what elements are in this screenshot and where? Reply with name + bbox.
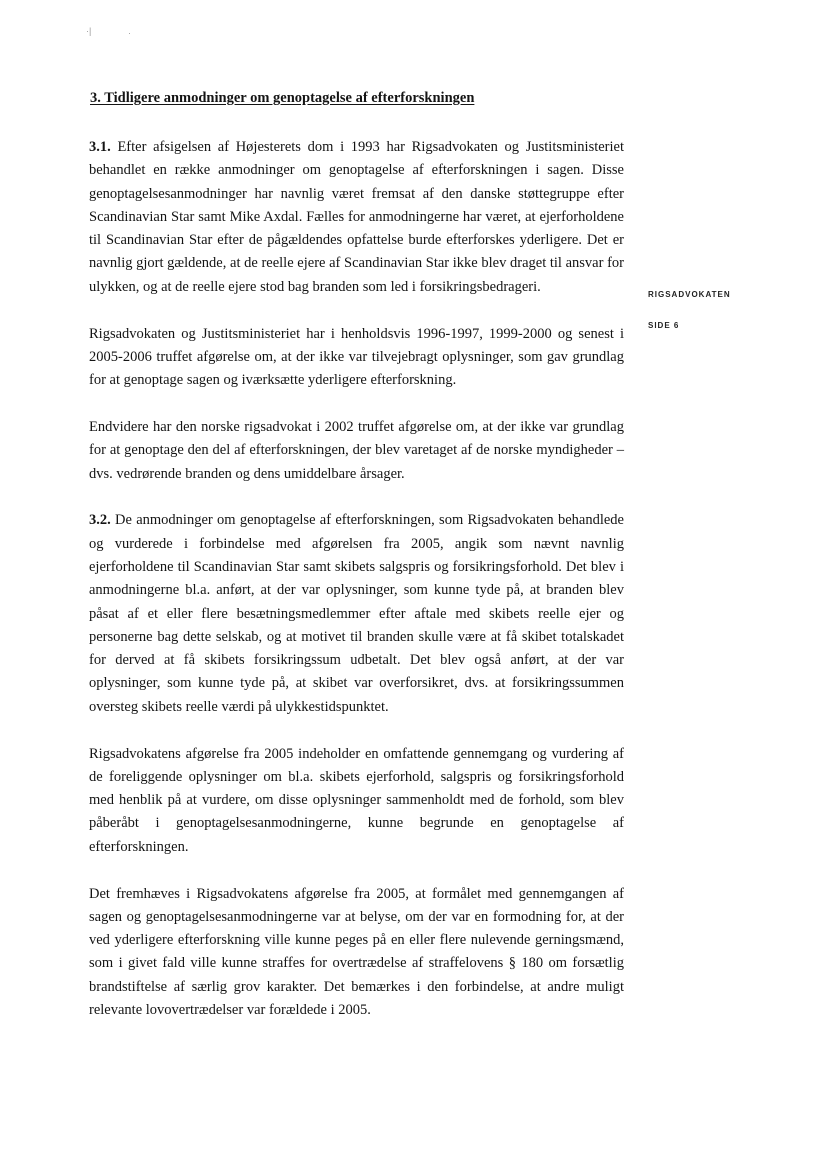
paragraph-number: 3.2. (89, 512, 111, 529)
paragraph-text: Rigsadvokaten og Justitsministeriet har i henholdsvis 1996-1997, 1999-2000 og senest i 2005-2006 truffet afgørelse om, at der ikke var tilvejebragt oplysninger, som gav grundlag for at genoptage sagen og iværksætte yderligere efterforskning. (89, 325, 624, 389)
paragraph (89, 509, 624, 719)
page-number: SIDE 6 (648, 321, 680, 330)
paragraph-text: Endvidere har den norske rigsadvokat i 2002 truffet afgørelse om, at der ikke var grundlag for at genoptage den del af efterforskningen, der blev varetaget af de norske myndigheder – dvs. vedrørende branden og dens umiddelbare årsager. (89, 418, 624, 482)
body-text (89, 136, 624, 1046)
paragraph-text: Rigsadvokatens afgørelse fra 2005 indeholder en omfattende gennemgang og vurdering af de foreliggende oplysninger om bl.a. skibets ejerforhold, salgspris og forsikringsforhold med henblik på at vurdere, om disse oplysninger sammenholdt med de forhold, som blev påberåbt i genoptagelsesanmodningerne, kunne begrunde en genoptagelse af efterforskningen. (89, 745, 624, 855)
section-heading: 3. Tidligere anmodninger om genoptagelse af efterforskningen (90, 90, 475, 106)
scan-mark: ·| (86, 26, 92, 36)
paragraph (89, 743, 624, 859)
scan-mark: · (128, 28, 131, 38)
paragraph-text: Efter afsigelsen af Højesterets dom i 1993 har Rigsadvokaten og Justitsministeriet behandlet en række anmodninger om genoptagelse af efterforskningen i sagen. Disse genoptagelsesanmodninger har navnlig været fremsat af den danske støttegruppe efter Scandinavian Star samt Mike Axdal. Fælles for anmodningerne har været, at ejerforholdene til Scandinavian Star efter de pågældendes opfattelse burde efterforskes yderligere. Det er navnlig gjort gældende, at de reelle ejere af Scandinavian Star ikke blev draget til ansvar for ulykken, og at de reelle ejere stod bag branden som led i forsikringsbedrageri. (89, 139, 624, 295)
paragraph-text: Det fremhæves i Rigsadvokatens afgørelse fra 2005, at formålet med gennemgangen af sagen og genoptagelsesanmodningerne var at belyse, om der var en formodning for, at der ved yderligere efterforskning ville kunne peges på en eller flere nulevende gerningsmænd, som i givet fald ville kunne straffes for overtrædelse af straffelovens § 180 om forsætlig brandstiftelse af særlig grov karakter. Det bemærkes i den forbindelse, at andre muligt relevante lovovertrædelser var forældede i 2005. (89, 885, 624, 1018)
paragraph-text: De anmodninger om genoptagelse af efterforskningen, som Rigsadvokaten behandlede og vurderede i forbindelse med afgørelsen fra 2005, angik som nævnt navnlig ejerforholdene til Scandinavian Star samt skibets salgspris og forsikringsforhold. Det blev i anmodningerne bl.a. anført, at der var oplysninger, som kunne tyde på, at branden blev påsat af et eller flere besætningsmedlemmer efter aftale med skibets reelle ejer og personerne bag dette selskab, og at motivet til branden skulle være at få skibet totalskadet for derved at få skibets forsikringssum udbetalt. Det blev også anført, at der var oplysninger, som kunne tyde på, at skibet var overforsikret, dvs. at forsikringssummen oversteg skibets reelle værdi på ulykkestidspunktet. (89, 512, 624, 715)
paragraph (89, 323, 624, 393)
paragraph (89, 136, 624, 299)
sidebar (648, 290, 731, 330)
paragraph (89, 416, 624, 486)
paragraph (89, 883, 624, 1023)
organization-label: RIGSADVOKATEN (648, 290, 731, 299)
paragraph-number: 3.1. (89, 139, 111, 155)
